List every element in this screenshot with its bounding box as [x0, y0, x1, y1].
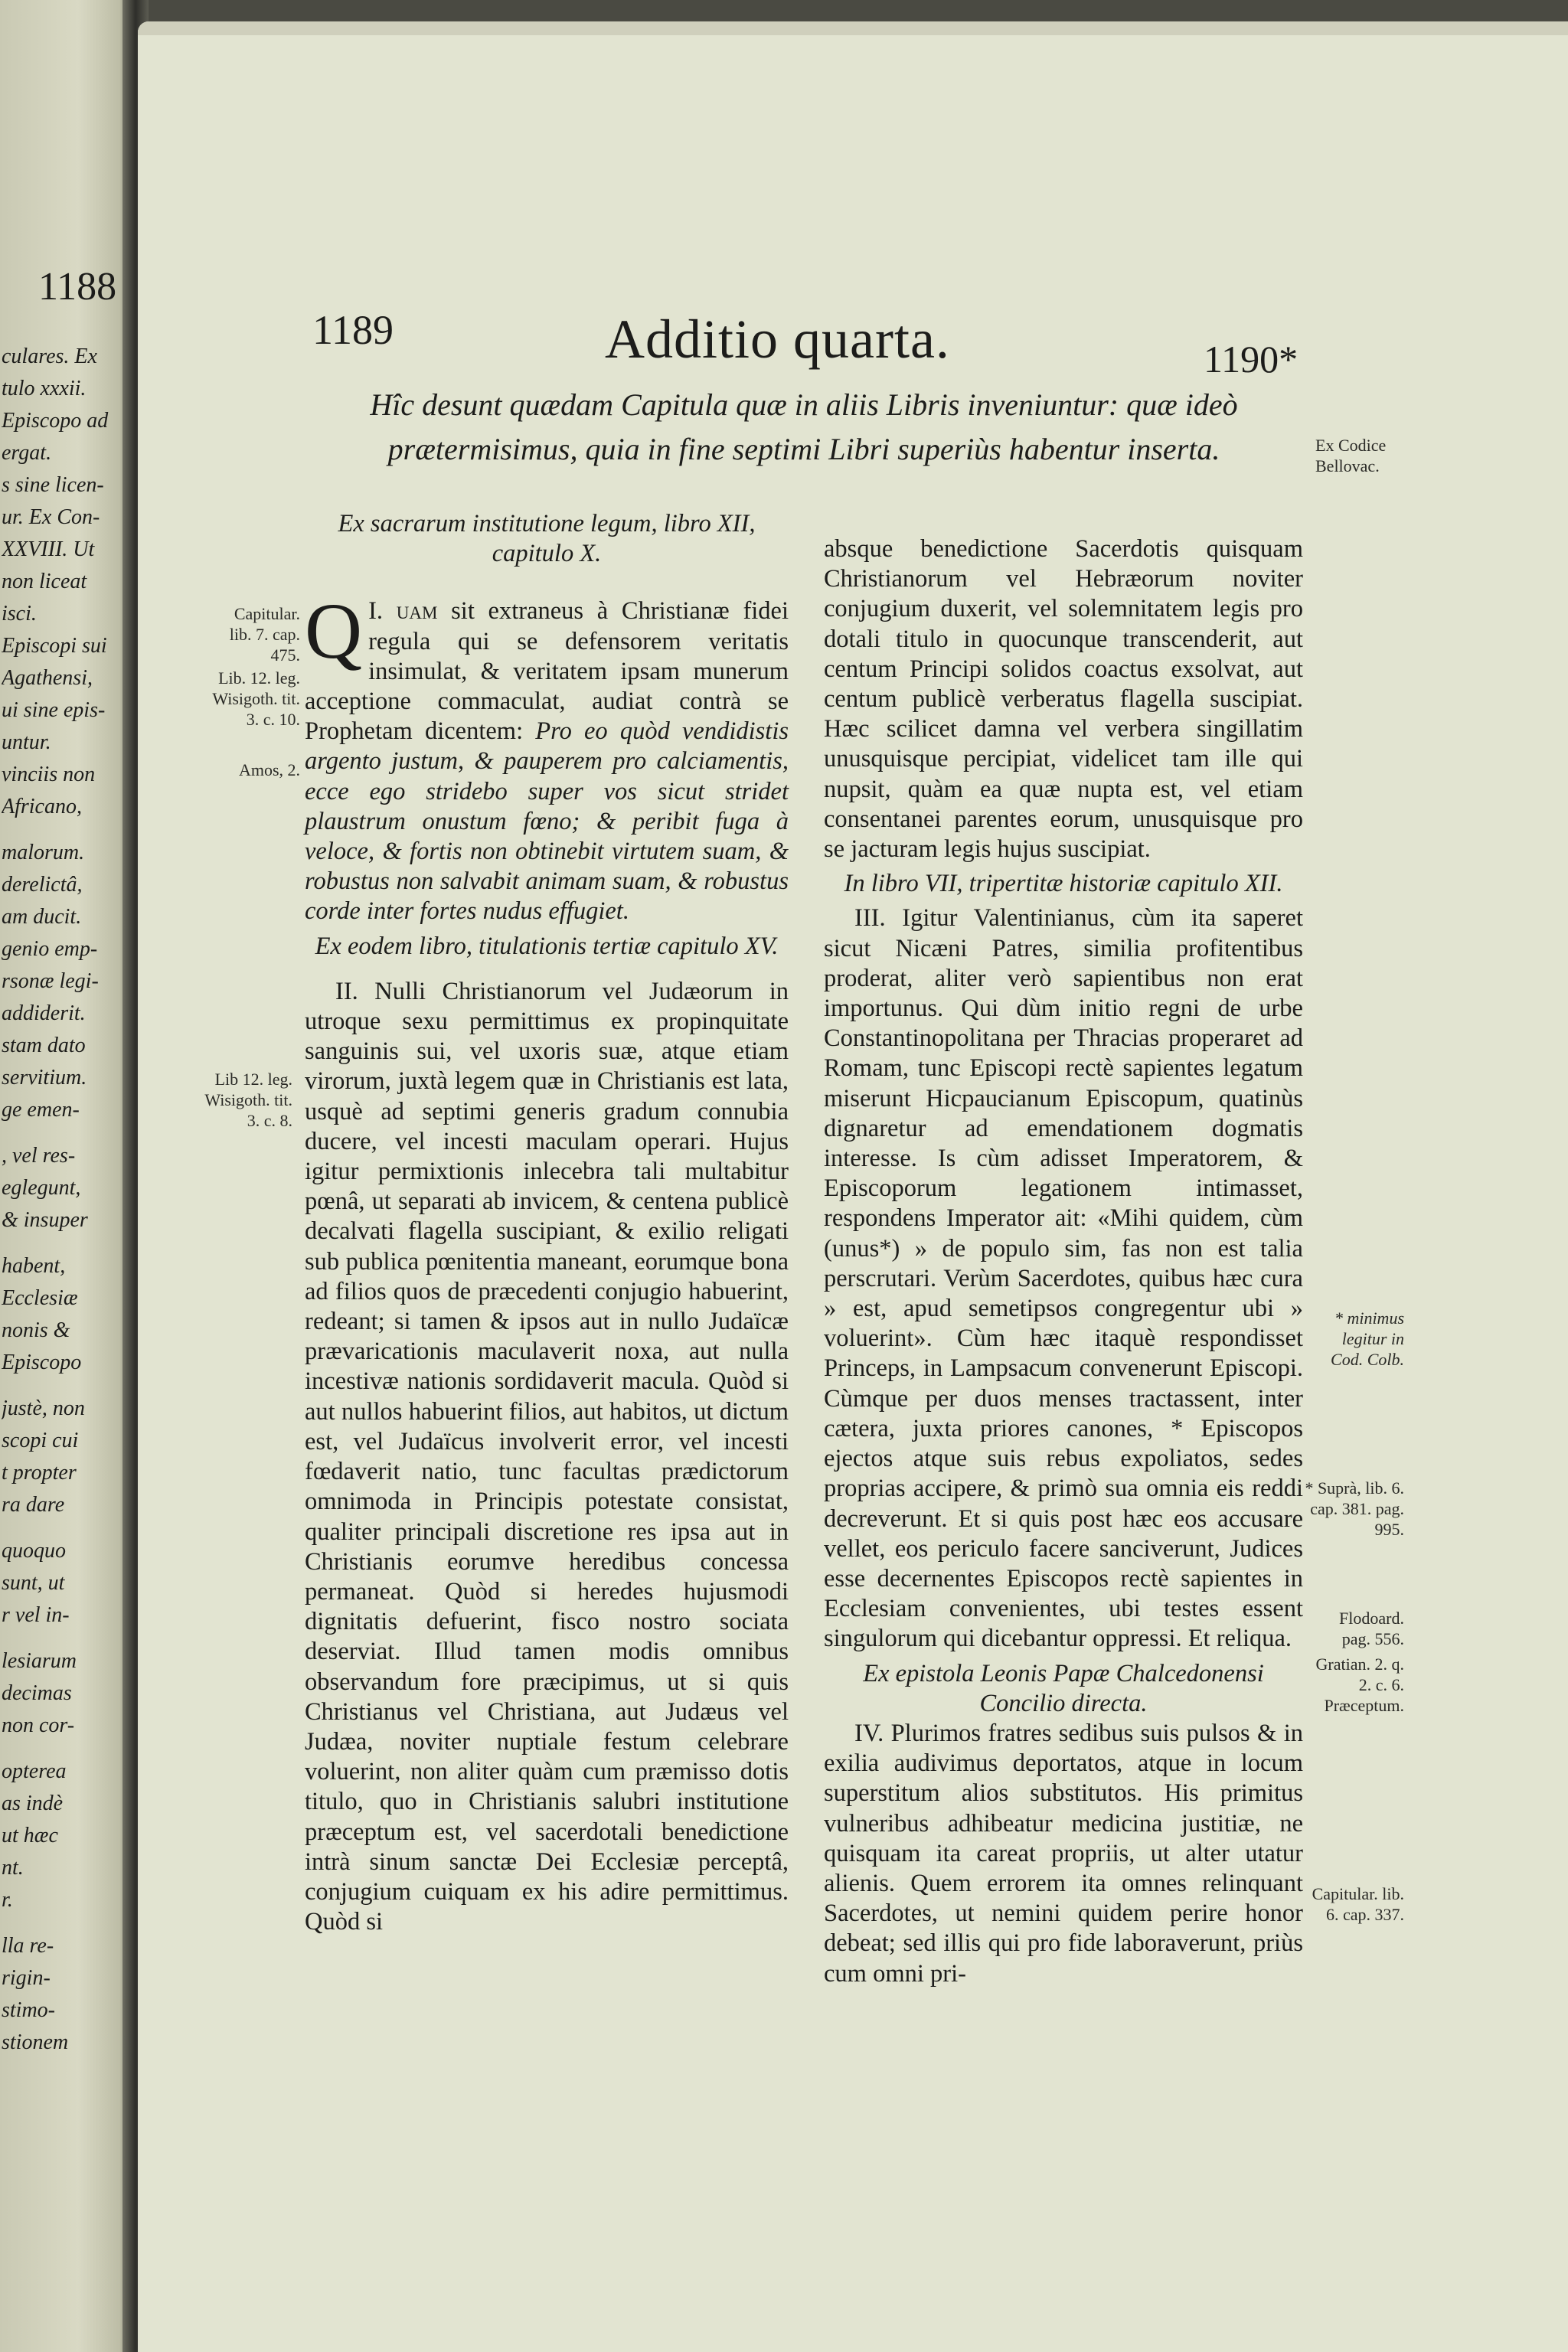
section-heading: Ex sacrarum institutione legum, libro XII, capitulo X. — [338, 510, 756, 568]
facing-page-line: quoquo — [2, 1540, 66, 1562]
facing-page-line: ra dare — [2, 1494, 65, 1516]
folio-right: 1190* — [1204, 338, 1298, 381]
facing-page-line: tulo xxxii. — [2, 378, 87, 400]
margin-note-capitular-2: Capitular. lib. 6. cap. 337. — [1312, 1884, 1404, 1924]
facing-page-line: culares. Ex — [2, 346, 97, 368]
facing-page-line: Africano, — [2, 796, 82, 818]
facing-page-line: s sine licen- — [2, 475, 104, 496]
facing-page-line: ge emen- — [2, 1099, 80, 1121]
facing-page-line: vinciis non — [2, 764, 96, 786]
facing-page-line: lesiarum — [2, 1651, 77, 1672]
drop-cap: Q — [305, 587, 363, 676]
left-column — [305, 509, 789, 1937]
facing-page-line: & insuper — [2, 1210, 88, 1231]
facing-page-line: nt. — [2, 1857, 24, 1879]
margin-note-capitular-1: Capitular. lib. 7. cap. 475. — [229, 604, 300, 665]
facing-page-line: servitium. — [2, 1067, 87, 1089]
facing-page-line: Episcopi sui — [2, 635, 107, 657]
margin-note-wisigoth-2: Lib 12. leg. Wisigoth. tit. 3. c. 8. — [204, 1070, 292, 1130]
facing-page-line: as indè — [2, 1793, 64, 1815]
facing-page-line: t propter — [2, 1462, 77, 1484]
margin-note-supra: * Suprà, lib. 6. cap. 381. pag. 995. — [1305, 1478, 1404, 1539]
margin-note-gratian: Gratian. 2. q. 2. c. 6. Præceptum. — [1315, 1655, 1404, 1715]
margin-note-minimus: * minimus legitur in Cod. Colb. — [1331, 1308, 1404, 1369]
facing-page-line: am ducit. — [2, 906, 82, 928]
scripture-quote: Pro eo quòd vendidistis argento justum, & pauperem pro calciamentis, ecce ego stridebo super vos sicut stridet plaustrum onustum fœno; & peribit fuga à veloce, & fortis non obtinebit virtutem suam, & robustus non salvabit animam suam, & robustus corde inter fortes nudus effugiet. — [305, 717, 789, 926]
paragraph: III. Igitur Valentinianus, cùm ita saperet sicut Nicæni Patres, similia profitentibus proderat, aliter verò sapientibus non erat importunus. Qui dùm initio regni de urbe Constantinopolitana per Thracias properaret ad Romam, tunc Episcopi rectè sapientes legatum miserunt Hicpaucianum Episcopum, quatinùs dignaretur ad emendationem dogmatis interesse. Is cùm adisset Imperatorem, & Episcoporum legationem intimasset, respondens Imperator ait: «Mihi quidem, cùm (unus*) » de populo sim, fas non est talia perscrutari. Verùm Sacerdotes, quibus hæc cura » est, apud semetipsos congregentur ubi » voluerint». Cùm hæc itaquè respondisset Princeps, in Lampsacum convenerunt Episcopi. Cùmque per duos menses tractassent, inter cætera, juxta priores canones, * Episcopos ejectos atque suis rebus expoliatos, sedes proprias accipere, & primò sua omnia eis reddi decreverunt. Et si quis post hæc eos accusare vellet, eos periculo facere sanciverunt, Judices esse decernentes Episcopos rectè sapientes in Ecclesiam convenientes, ubi testes essent singulorum qui dicebantur oppressi. Et reliqua. — [824, 904, 1303, 1653]
facing-page-line: derelictâ, — [2, 874, 83, 896]
margin-note-flodoard: Flodoard. pag. 556. — [1339, 1609, 1404, 1648]
facing-page — [0, 0, 130, 2352]
facing-page-line: r vel in- — [2, 1605, 70, 1626]
facing-page-line: malorum. — [2, 842, 85, 864]
facing-page-line: scopi cui — [2, 1430, 79, 1452]
facing-page-line: ergat. — [2, 443, 52, 464]
facing-page-line: stionem — [2, 2032, 69, 2053]
facing-page-line: opterea — [2, 1761, 67, 1782]
facing-page-line: r. — [2, 1890, 13, 1911]
facing-page-line: untur. — [2, 732, 51, 753]
facing-page-line: XXVIII. Ut — [2, 539, 95, 560]
facing-page-line: habent, — [2, 1256, 66, 1277]
opening-word: uam — [396, 597, 438, 626]
facing-page-line: , vel res- — [2, 1145, 76, 1167]
margin-note-amos: Amos, 2. — [238, 760, 300, 779]
folio-left: 1189 — [312, 307, 394, 353]
paragraph-number: I. — [368, 597, 384, 626]
facing-page-line: rsonæ legi- — [2, 971, 99, 992]
paragraph-text: sit extraneus à Christianæ fidei regula qui se defensorem veritatis insimulat, & veritatem ipsam munerum acceptione commaculat, audiat contrà se Prophetam dicentem: — [305, 597, 789, 746]
margin-note-wisigoth-1: Lib. 12. leg. Wisigoth. tit. 3. c. 10. — [212, 668, 300, 729]
section-heading: In libro VII, tripertitæ historiæ capitulo XII. — [844, 870, 1283, 898]
margin-note-codex: Ex Codice Bellovac. — [1315, 436, 1387, 475]
section-heading: Ex epistola Leonis Papæ Chalcedonensi Concilio directa. — [863, 1659, 1264, 1717]
paragraph: IV. Plurimos fratres sedibus suis pulsos & in exilia audivimus deportatos, atque in locum superstitum alios substitutos. His primitus vulneribus adhibeatur medicina justitiæ, ne quisquam ita careat propriis, ut alter utatur alienis. Quem errorem ita omnes relinquant Sacerdotes, ut nemini quidem perire honor debeat; sed illis qui pro fide laboraverunt, priùs cum omni pri- — [824, 1719, 1303, 1988]
facing-page-line: stimo- — [2, 2000, 55, 2021]
facing-page-line: ui sine epis- — [2, 700, 106, 721]
paragraph — [305, 587, 789, 926]
facing-page-line: non liceat — [2, 571, 87, 593]
page-title: Additio quarta. — [605, 309, 950, 370]
facing-page-line: rigin- — [2, 1968, 51, 1989]
facing-page-line: sunt, ut — [2, 1573, 65, 1594]
facing-page-line: Ecclesiæ — [2, 1288, 78, 1309]
page-edge — [138, 21, 1568, 35]
facing-page-line: ur. Ex Con- — [2, 507, 100, 528]
facing-page-line: eglegunt, — [2, 1178, 81, 1199]
paragraph: II. Nulli Christianorum vel Judæorum in utroque sexu permittimus ex propinquitate sanguinis sui, vel uxoris suæ, atque etiam virorum, juxtà legem quæ in Christianis est lata, usquè ad septimi generis gradum connubia ducere, vel incesti maculam operari. Hujus igitur permixtionis inlecebra tali multabitur pœnâ, ut separati ab invicem, & centena publicè decalvati flagella suscipiant, & exilio religati sub publica pœnitentia maneant, eorumque bona ad filios quos de præcedenti conjugio habuerint, redeant; si tamen & ipsos aut in nullo Judaïcæ prævaricationis maculaverit noxa, aut nulla incestivæ nationis sordidaverit macula. Quòd si aut nullos habuerint filios, aut habitos, ut dictum est, vel Judaïcus involverit error, vel incesti fœdaverit natio, tunc facultas prædictorum omnimoda in Principis potestate consistat, qualiter principali discretione res ipsa aut in Christianis eorumve heredibus concessa permaneat. Quòd si heredes hujusmodi dignitatis defuerint, fisco nostro sociata deserviat. Illud tamen modis omnibus observandum fore præcipimus, ut si quis Christianus vel Christiana, aut Judæus vel Judæa, noviter nuptiale festum celebrare voluerint, non aliter quàm cum præmisso dotis titulo, quo in Christianis salubri institutione præceptum est, vel sacerdotali benedictione intrà sinum sanctæ Dei Ecclesiæ perceptâ, conjugium cuiquam ex his adire permittimus. Quòd si — [305, 977, 789, 1936]
facing-page-line: Episcopo ad — [2, 410, 109, 432]
facing-page-line: Agathensi, — [2, 668, 93, 689]
intro-note: Hîc desunt quædam Capitula quæ in aliis Libris inveniuntur: quæ ideò prætermisimus, quia in fine septimi Libri superiùs habentur inserta. — [370, 387, 1238, 466]
paragraph: absque benedictione Sacerdotis quisquam Christianorum vel Hebræorum noviter conjugium duxerit, vel solemnitatem legis pro dotali titulo in quocunque transcenderit, aut centum Principi solidos coactus exsolvat, aut centum publicè verberatus flagella suscipiat. Hæc scilicet damna vel verbera singillatim unusquisque percipiat, videlicet tam ille qui nupsit, quàm ea quæ nupta est, vel etiam consentanei parentes eorum, unusquisque pro se jacturam legis hujus suscipiat. — [824, 535, 1303, 864]
facing-page-line: justè, non — [2, 1398, 85, 1419]
facing-page-line: nonis & — [2, 1320, 70, 1341]
facing-page-line: lla re- — [2, 1936, 54, 1957]
facing-page-folio: 1188 — [38, 265, 117, 309]
section-heading: Ex eodem libro, titulationis tertiæ capitulo XV. — [315, 932, 779, 960]
facing-page-line: stam dato — [2, 1035, 86, 1057]
facing-page-line: non cor- — [2, 1715, 75, 1736]
facing-page-line: ut hæc — [2, 1825, 58, 1847]
facing-page-line: addiderit. — [2, 1003, 86, 1024]
facing-page-line: isci. — [2, 603, 37, 625]
facing-page-line: Episcopo — [2, 1352, 82, 1374]
facing-page-line: genio emp- — [2, 939, 98, 960]
right-column — [824, 534, 1303, 1989]
facing-page-line: decimas — [2, 1683, 72, 1704]
